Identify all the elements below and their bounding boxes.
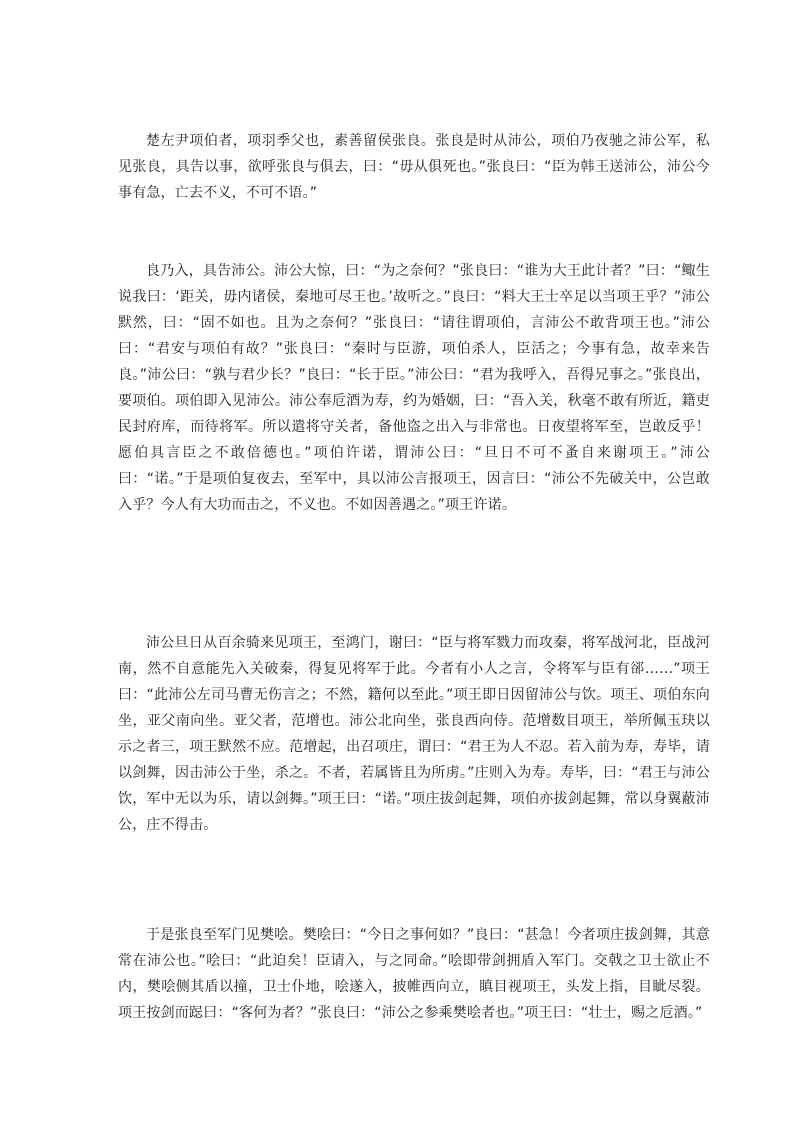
paragraph-2: 良乃入，具告沛公。沛公大惊，曰：“为之奈何？”张良曰：“谁为大王此计者？”曰：“鲰生说我曰：‘距关，毋内诸侯，秦地可尽王也。’故听之。”良曰：“料大王士卒足以当项王乎？”沛公默然，曰：“固不如也。且为之奈何？”张良曰：“请往谓项伯，言沛公不敢背项王也。”沛公曰：“君安与项伯有故？”张良曰：“秦时与臣游，项伯杀人，臣活之；今事有急，故幸来告良。”沛公曰：“孰与君少长？”良曰：“长于臣。”沛公曰：“君为我呼入，吾得兄事之。”张良出，要项伯。项伯即入见沛公。沛公奉卮酒为寿，约为婚姻，曰：“吾入关，秋毫不敢有所近，籍吏民封府库，而待将军。所以遣将守关者，备他盗之出入与非常也。日夜望将军至，岂敢反乎！愿伯具言臣之不敢倍德也。”项伯许诺，谓沛公曰：“旦日不可不蚤自来谢项王。”沛公曰：“诺。”于是项伯复夜去，至军中，具以沛公言报项王，因言曰：“沛公不先破关中，公岂敢入乎？今人有大功而击之，不义也。不如因善遇之。”项王许诺。: [118, 263, 710, 513]
paragraph-3: 沛公旦日从百余骑来见项王，至鸿门，谢曰：“臣与将军戮力而攻秦，将军战河北，臣战河南，然不自意能先入关破秦，得复见将军于此。今者有小人之言，令将军与臣有郤……”项王曰：“此沛公左司马曹无伤言之；不然，籍何以至此。”项王即日因留沛公与饮。项王、项伯东向坐，亚父南向坐。亚父者，范增也。沛公北向坐，张良西向侍。范增数目项王，举所佩玉玦以示之者三，项王默然不应。范增起，出召项庄，谓曰：“君王为人不忍。若入前为寿，寿毕，请以剑舞，因击沛公于坐，杀之。不者，若属皆且为所虏。”庄则入为寿。寿毕，曰：“君王与沛公饮，军中无以为乐，请以剑舞。”项王曰：“诺。”项庄拔剑起舞，项伯亦拔剑起舞，常以身翼蔽沛公，庄不得击。: [118, 635, 710, 833]
paragraph-4: 于是张良至军门见樊哙。樊哙曰：“今日之事何如？”良曰：“甚急！今者项庄拔剑舞，其意常在沛公也。”哙曰：“此迫矣！臣请入，与之同命。”哙即带剑拥盾入军门。交戟之卫士欲止不内，樊哙侧其盾以撞，卫士仆地，哙遂入，披帷西向立，瞋目视项王，头发上指，目眦尽裂。项王按剑而跽曰：“客何为者？”张良曰：“沛公之参乘樊哙者也。”项王曰：“壮士，赐之卮酒。”: [118, 927, 710, 1021]
paragraph-1: 楚左尹项伯者，项羽季父也，素善留侯张良。张良是时从沛公，项伯乃夜驰之沛公军，私见张良，具告以事，欲呼张良与俱去，曰：“毋从俱死也。”张良曰：“臣为韩王送沛公，沛公今事有急，亡去不义，不可不语。”: [118, 133, 710, 201]
